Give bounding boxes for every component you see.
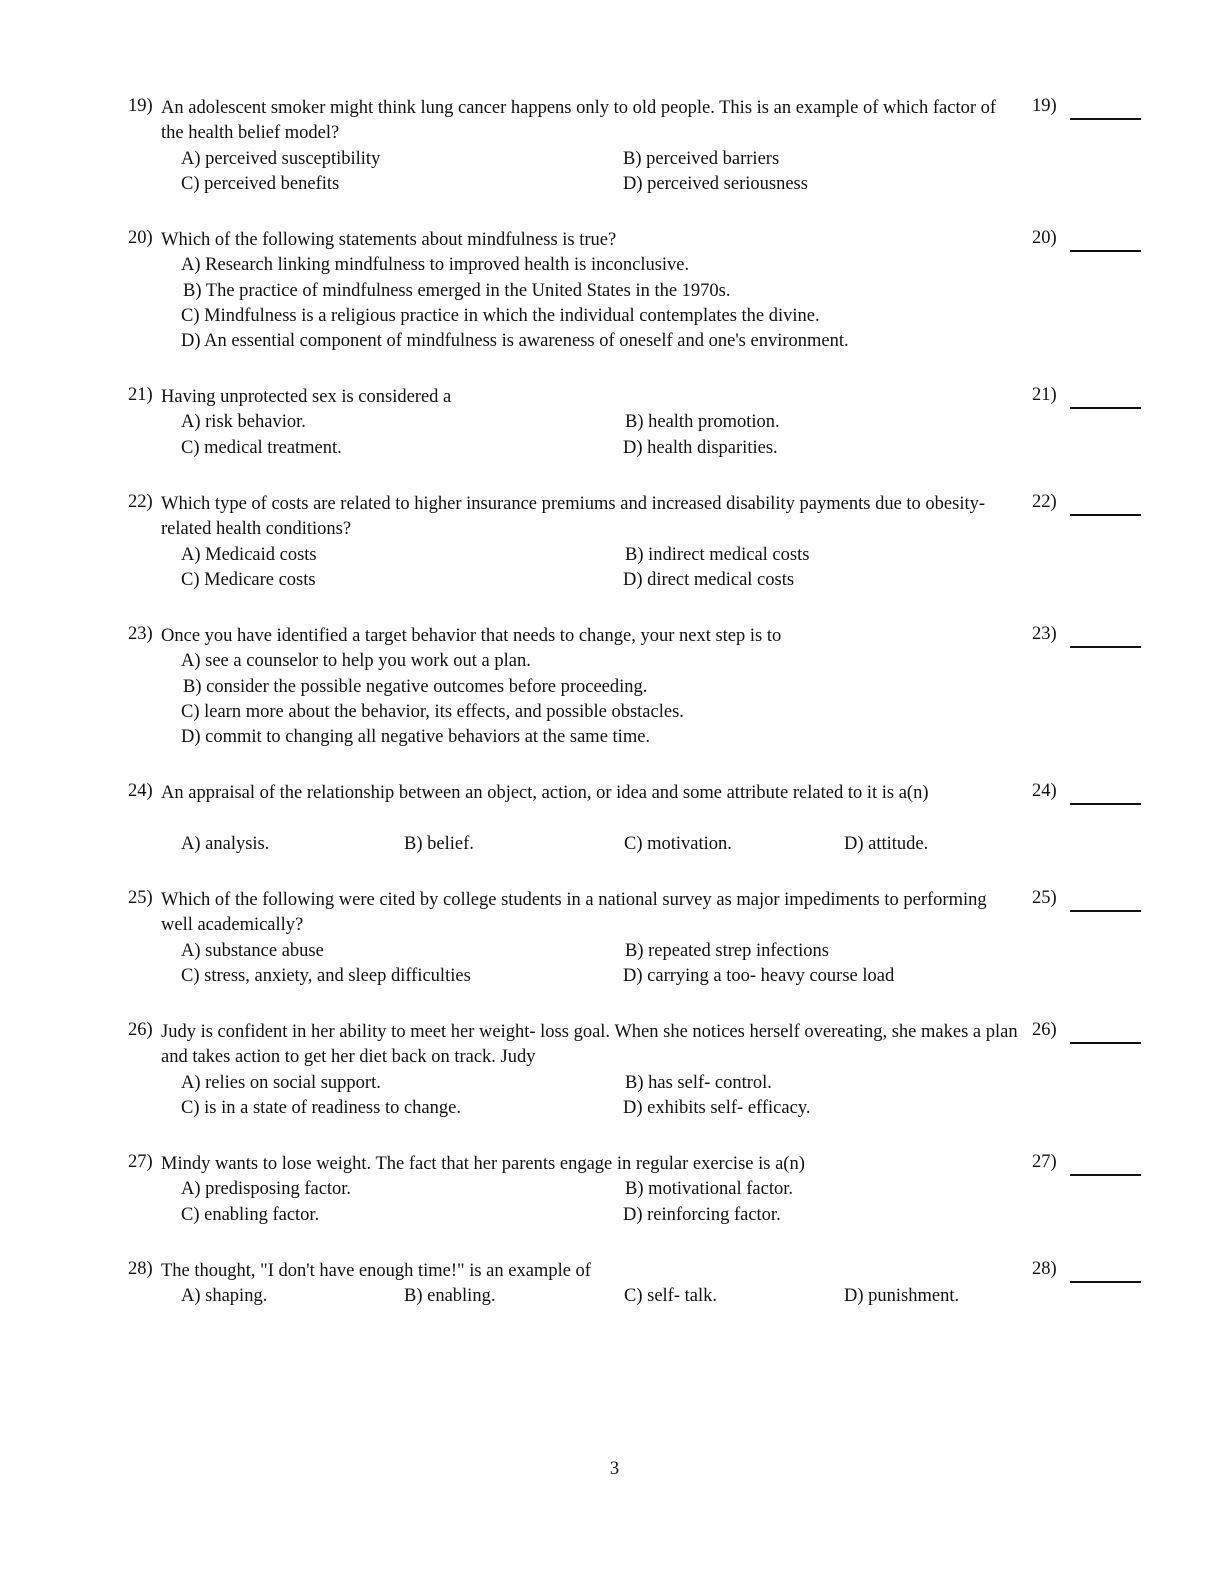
question-number: 25)	[128, 888, 153, 908]
option-c[interactable]: C) self- talk.	[624, 1286, 717, 1306]
question-stem: Mindy wants to lose weight. The fact that her parents engage in regular exercise is a(n)	[161, 1154, 805, 1174]
option-b[interactable]: B) enabling.	[404, 1286, 496, 1306]
answer-number: 25)	[1032, 888, 1057, 908]
answer-number: 22)	[1032, 492, 1057, 512]
option-c[interactable]: C) motivation.	[624, 834, 732, 854]
answer-blank[interactable]	[1070, 646, 1141, 648]
answer-blank[interactable]	[1070, 514, 1141, 516]
option-d[interactable]: D) attitude.	[844, 834, 929, 854]
option-b[interactable]: B) health promotion.	[625, 412, 780, 432]
answer-number: 20)	[1032, 228, 1057, 248]
question-number: 22)	[128, 492, 153, 512]
option-c[interactable]: C) enabling factor.	[181, 1205, 320, 1225]
question-stem: The thought, "I don't have enough time!" is an example of	[161, 1261, 591, 1281]
option-c[interactable]: C) Mindfulness is a religious practice in which the individual contemplates the divine.	[181, 306, 820, 326]
option-a[interactable]: A) risk behavior.	[181, 412, 306, 432]
option-c[interactable]: C) medical treatment.	[181, 438, 342, 458]
question-stem: Judy is confident in her ability to meet her weight- loss goal. When she notices herself overeating, she makes a plan and takes action to get her diet back on track. Judy	[161, 1022, 1018, 1067]
page-number: 3	[609, 1459, 620, 1479]
question-number: 26)	[128, 1020, 153, 1040]
answer-number: 19)	[1032, 96, 1057, 116]
question-stem: An adolescent smoker might think lung cancer happens only to old people. This is an example of which factor of the health belief model?	[161, 98, 997, 143]
answer-number: 27)	[1032, 1152, 1057, 1172]
question-stem: Once you have identified a target behavior that needs to change, your next step is to	[161, 626, 782, 646]
option-d[interactable]: D) An essential component of mindfulness is awareness of oneself and one's environment.	[181, 331, 849, 351]
option-d[interactable]: D) direct medical costs	[623, 570, 795, 590]
option-a[interactable]: A) analysis.	[181, 834, 270, 854]
question-number: 24)	[128, 781, 153, 801]
question-number: 23)	[128, 624, 153, 644]
answer-blank[interactable]	[1070, 250, 1141, 252]
option-a[interactable]: A) relies on social support.	[181, 1073, 381, 1093]
answer-blank[interactable]	[1070, 1281, 1141, 1283]
answer-blank[interactable]	[1070, 910, 1141, 912]
option-b[interactable]: B) consider the possible negative outcomes before proceeding.	[183, 677, 648, 697]
answer-blank[interactable]	[1070, 803, 1141, 805]
option-b[interactable]: B) motivational factor.	[625, 1179, 793, 1199]
option-b[interactable]: B) belief.	[404, 834, 474, 854]
question-number: 28)	[128, 1259, 153, 1279]
option-c[interactable]: C) stress, anxiety, and sleep difficulties	[181, 966, 471, 986]
question-stem: Which of the following were cited by college students in a national survey as major impediments to performing well academically?	[161, 890, 987, 935]
option-a[interactable]: A) see a counselor to help you work out a plan.	[181, 651, 531, 671]
question-stem: An appraisal of the relationship between an object, action, or idea and some attribute related to it is a(n)	[161, 783, 929, 803]
option-d[interactable]: D) punishment.	[844, 1286, 960, 1306]
option-a[interactable]: A) Research linking mindfulness to improved health is inconclusive.	[181, 255, 690, 275]
option-b[interactable]: B) indirect medical costs	[625, 545, 810, 565]
question-stem: Having unprotected sex is considered a	[161, 387, 452, 407]
answer-number: 21)	[1032, 385, 1057, 405]
answer-blank[interactable]	[1070, 118, 1141, 120]
answer-number: 26)	[1032, 1020, 1057, 1040]
answer-number: 28)	[1032, 1259, 1057, 1279]
option-a[interactable]: A) shaping.	[181, 1286, 268, 1306]
answer-number: 24)	[1032, 781, 1057, 801]
answer-blank[interactable]	[1070, 407, 1141, 409]
question-number: 20)	[128, 228, 153, 248]
answer-number: 23)	[1032, 624, 1057, 644]
option-d[interactable]: D) commit to changing all negative behaviors at the same time.	[181, 727, 651, 747]
question-stem: Which of the following statements about mindfulness is true?	[161, 230, 617, 250]
option-d[interactable]: D) health disparities.	[623, 438, 778, 458]
option-c[interactable]: C) is in a state of readiness to change.	[181, 1098, 461, 1118]
option-b[interactable]: B) repeated strep infections	[625, 941, 829, 961]
question-number: 19)	[128, 96, 153, 116]
option-b[interactable]: B) has self- control.	[625, 1073, 772, 1093]
option-b[interactable]: B) The practice of mindfulness emerged in the United States in the 1970s.	[183, 281, 731, 301]
question-number: 21)	[128, 385, 153, 405]
answer-blank[interactable]	[1070, 1174, 1141, 1176]
option-c[interactable]: C) perceived benefits	[181, 174, 340, 194]
question-stem: Which type of costs are related to higher insurance premiums and increased disability payments due to obesity- related health conditions?	[161, 494, 986, 539]
option-a[interactable]: A) Medicaid costs	[181, 545, 317, 565]
option-c[interactable]: C) Medicare costs	[181, 570, 316, 590]
answer-blank[interactable]	[1070, 1042, 1141, 1044]
option-d[interactable]: D) exhibits self- efficacy.	[623, 1098, 811, 1118]
option-a[interactable]: A) substance abuse	[181, 941, 324, 961]
option-d[interactable]: D) perceived seriousness	[623, 174, 808, 194]
option-b[interactable]: B) perceived barriers	[623, 149, 780, 169]
option-d[interactable]: D) reinforcing factor.	[623, 1205, 781, 1225]
option-a[interactable]: A) predisposing factor.	[181, 1179, 352, 1199]
option-c[interactable]: C) learn more about the behavior, its effects, and possible obstacles.	[181, 702, 684, 722]
question-number: 27)	[128, 1152, 153, 1172]
option-d[interactable]: D) carrying a too- heavy course load	[623, 966, 895, 986]
option-a[interactable]: A) perceived susceptibility	[181, 149, 381, 169]
